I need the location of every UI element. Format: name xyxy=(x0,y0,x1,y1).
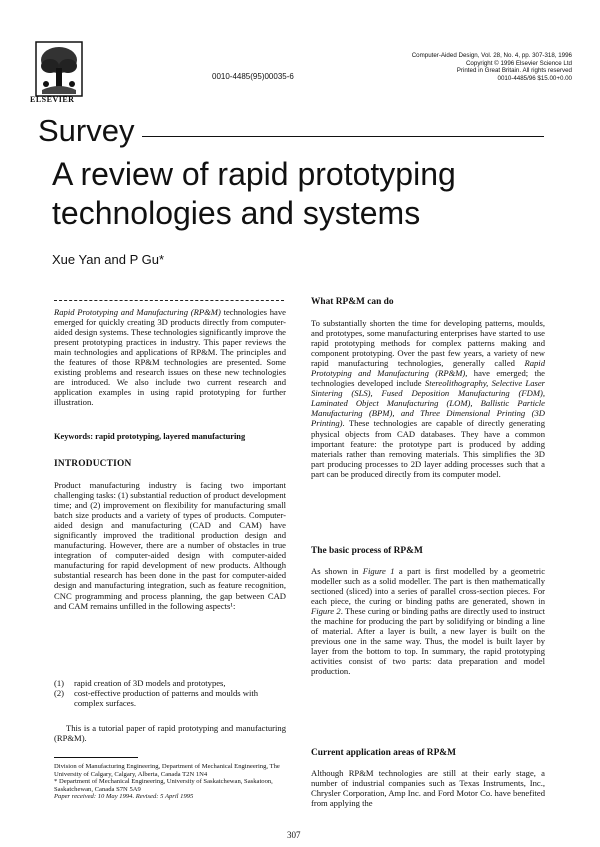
basic-process-paragraph: As shown in Figure 1 a part is first modelled by a geometric modeller such as a solid modeller. The part is then mathematically sectioned (sliced) into a series of parallel cross-section pieces. For each piece, the curing or binding paths are generated, shown in Figure 2. These curing or binding paths are directly used to instruct the machine for producing the part by solidifying or binding a line of material. After a layer is built, a new layer is built on the previous one in the same way. Thus, the model is built layer by layer from the bottom to top. In summary, the rapid prototyping activities consist of two parts: data preparation and model production. xyxy=(311,566,546,677)
footnote xyxy=(54,763,286,801)
title-line-2: technologies and systems xyxy=(52,195,421,231)
journal-citation: Computer-Aided Design, Vol. 28, No. 4, pp. 307-318, 1996 xyxy=(411,52,572,59)
footnote-affiliation-2: * Department of Mechanical Engineering, University of Saskatchewan, Saskatoon, Saskatchewan, Canada S7N 5A9 xyxy=(54,778,273,793)
abstract-lead: Rapid Prototyping and Manufacturing (RP&M) xyxy=(54,307,221,317)
keywords: Keywords: rapid prototyping, layered manufacturing xyxy=(54,432,246,441)
journal-printed: Printed in Great Britain. All rights reserved xyxy=(456,67,572,75)
section-rule xyxy=(142,136,544,137)
footnote-affiliation-1: Division of Manufacturing Engineering, Department of Mechanical Engineering, The University of Calgary, Calgary, Alberta, Canada T2N 1N4 xyxy=(54,763,280,778)
list-item xyxy=(54,688,286,708)
gap-list xyxy=(54,678,286,708)
basic-process-heading: The basic process of RP&M xyxy=(311,546,423,556)
list-number: (1) xyxy=(54,678,65,688)
current-applications-paragraph: Although RP&M technologies are still at their early stage, a number of industrial companies such as Texas Instruments, Inc., Chrysler Corporation, Amp Inc. and Ford Motor Co. have benefited from applying the xyxy=(311,768,545,809)
list-text: cost-effective production of patterns and moulds with complex surfaces. xyxy=(74,688,259,709)
article-code: 0010-4485(95)00035-6 xyxy=(212,72,294,81)
elsevier-tree-logo xyxy=(34,40,84,100)
page-number: 307 xyxy=(287,830,301,840)
title-line-1: A review of rapid prototyping xyxy=(52,156,456,192)
publisher-name: ELSEVIER xyxy=(30,95,75,104)
journal-info xyxy=(372,52,572,82)
abstract-divider xyxy=(54,300,284,301)
section-label: Survey xyxy=(38,113,135,148)
introduction-heading: INTRODUCTION xyxy=(54,459,132,469)
introduction-paragraph-1: Product manufacturing industry is facing two important challenging tasks: (1) substantial reduction of product development time; and (2) improvement on flexibility for manufacturing small batch size products and a variety of types of products. Computer-aided design and manufacturing (CAD and CAM) have significantly improved the traditional production design and manufacturing. However, there are a number of obstacles in true integration of computer-aided design with computer-aided manufacturing for rapid development of new products. Although substantial research has been done in the past for computer-aided design and manufacturing integration, such as feature recognition, CNC programming and process planning, the gap between CAD and CAM remains unfilled in the following aspects¹: xyxy=(54,480,286,611)
list-text: rapid creation of 3D models and prototypes, xyxy=(74,678,226,688)
list-number: (2) xyxy=(54,688,65,699)
journal-copyright: Copyright © 1996 Elsevier Science Ltd xyxy=(465,59,572,67)
abstract-text: technologies have emerged for quickly creating 3D products directly from computer-aided design systems. These technologies significantly improve the present prototyping practices in industry. This paper reviews the main technologies and applications of RP&M. The principles and the features of those RP&M technologies are presented. Some existing problems and research issues on these new technologies are introduced. We also include two current research and application examples in using rapid prototyping for further illustration. xyxy=(54,307,286,408)
footnote-received: Paper received: 10 May 1994. Revised: 5 April 1995 xyxy=(54,793,194,800)
journal-price: 0010-4485/96 $15.00+0.00 xyxy=(497,74,572,82)
list-item xyxy=(54,678,286,688)
introduction-paragraph-2: This is a tutorial paper of rapid prototyping and manufacturing (RP&M). xyxy=(54,723,286,744)
current-applications-heading: Current application areas of RP&M xyxy=(311,748,456,758)
what-rpm-paragraph: To substantially shorten the time for developing patterns, moulds, and prototypes, some manufacturing enterprises have started to use rapid prototyping methods for complex patterns making and component prototyping. Over the past few years, a variety of new rapid manufacturing technologies, generally called Rapid Prototyping and Manufacturing (RP&M), have emerged; the technologies developed include Stereolithography, Selective Laser Sintering (SLS), Fused Deposition Manufacturing (FDM), Laminated Object Manufacturing (LOM), Ballistic Particle Manufacturing (BPM), and Three Dimensional Printing (3D Printing). These technologies are capable of directly generating physical objects from CAD databases. They have a common important feature: the prototype part is produced by adding materials rather than removing materials. This simplifies the 3D part producing processes to 2D layer adding processes such that a part can be produced directly from its computer model. xyxy=(311,318,545,479)
authors: Xue Yan and P Gu* xyxy=(52,252,165,267)
footnote-rule xyxy=(54,757,138,758)
what-rpm-heading: What RP&M can do xyxy=(311,297,394,307)
paper-title xyxy=(52,155,572,233)
abstract xyxy=(54,307,286,407)
